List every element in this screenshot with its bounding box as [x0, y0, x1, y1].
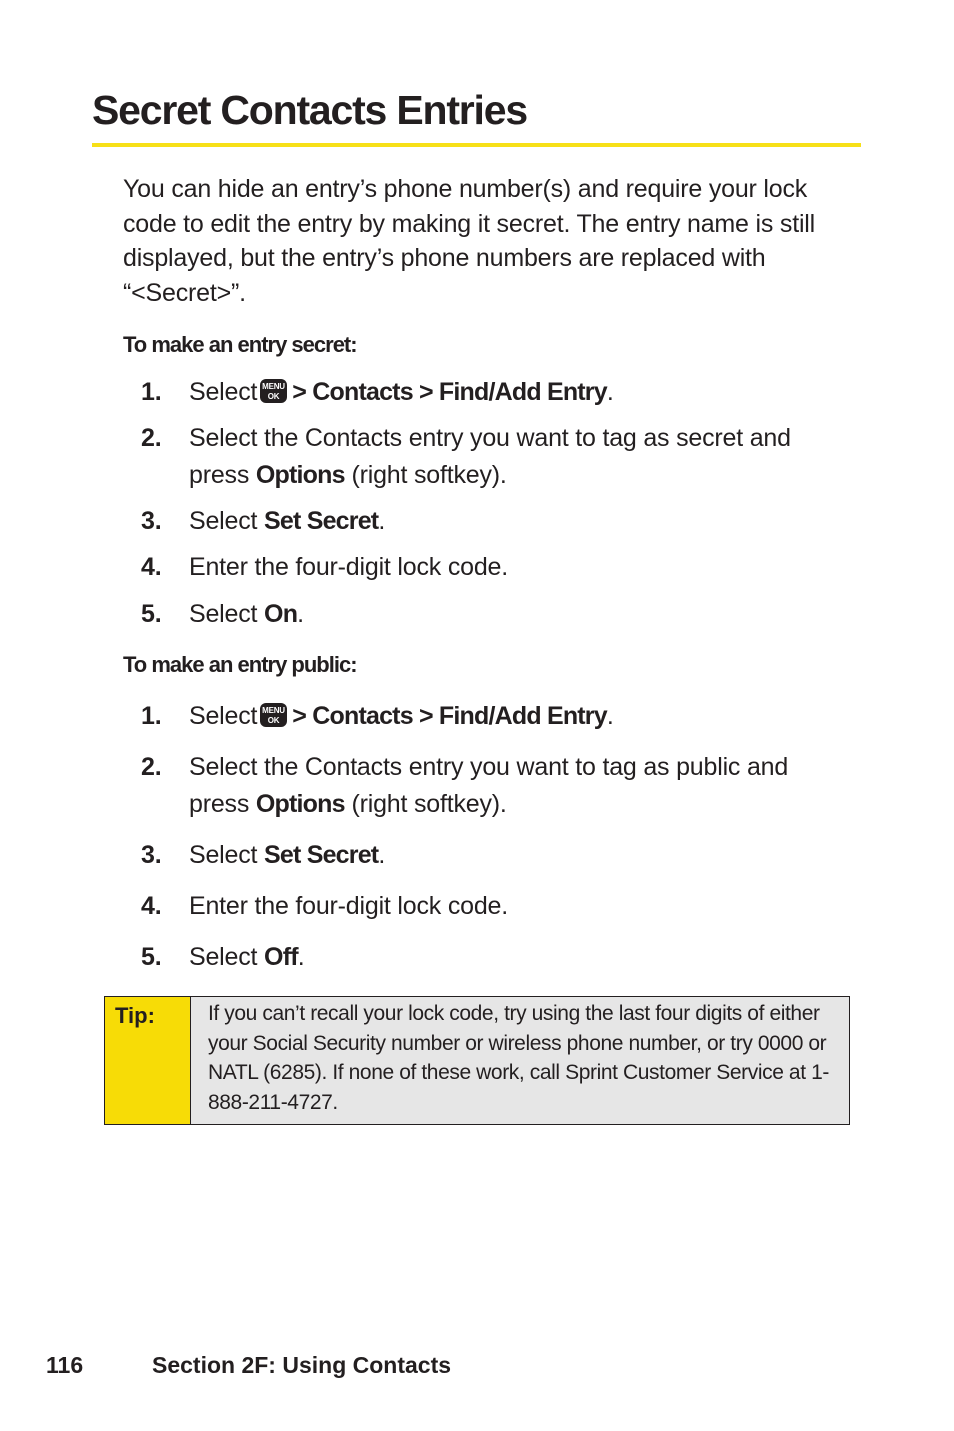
step-bold: Off: [264, 943, 298, 971]
step-text: [189, 374, 849, 411]
menu-ok-key-icon: [259, 378, 288, 404]
step-text: [189, 939, 849, 976]
step-number: 5.: [141, 943, 162, 971]
page-title: Secret Contacts Entries: [92, 87, 527, 133]
step-pre: Select: [189, 841, 258, 869]
step-pre: Select: [189, 600, 258, 628]
step-number: 1.: [141, 702, 162, 730]
step-pre: Select: [189, 507, 258, 535]
step-post: .: [297, 600, 304, 628]
step-text: [189, 503, 849, 540]
step-text: [189, 420, 849, 494]
step-text: [189, 596, 849, 633]
step-number: 3.: [141, 507, 162, 535]
step-number: 2.: [141, 424, 162, 452]
step-text: [189, 749, 849, 823]
step-pre: Select the Contacts entry you want to tag as public and press: [189, 753, 789, 818]
step-text: [189, 698, 849, 735]
footer-section-title: Section 2F: Using Contacts: [152, 1352, 452, 1378]
page-number: 116: [46, 1352, 84, 1378]
step-bold: Options: [255, 461, 345, 489]
step-pre: Select: [189, 378, 258, 406]
step-post: (right softkey).: [351, 461, 507, 489]
step-bold: > Contacts > Find/Add Entry: [292, 378, 607, 406]
step-number: 3.: [141, 841, 162, 869]
step-post: (right softkey).: [351, 790, 507, 818]
step-number: 1.: [141, 378, 162, 406]
step-pre: Select: [189, 943, 258, 971]
step-bold: > Contacts > Find/Add Entry: [292, 702, 607, 730]
step-number: 4.: [141, 892, 162, 920]
title-underline: [92, 143, 861, 147]
step-post: .: [606, 378, 614, 406]
step-post: .: [378, 507, 386, 535]
step-text: Enter the four-digit lock code.: [189, 553, 508, 581]
step-number: 2.: [141, 753, 162, 781]
tip-label: Tip:: [115, 1003, 155, 1028]
step-number: 4.: [141, 553, 162, 581]
public-heading: To make an entry public:: [123, 652, 357, 677]
intro-paragraph: You can hide an entry’s phone number(s) and require your lock code to edit the entry by making it secret. The entry name is still displayed, but the entry’s phone numbers are replaced with “<Secret>”.: [123, 175, 816, 307]
step-post: .: [606, 702, 614, 730]
menu-ok-key-icon: [259, 702, 288, 728]
step-number: 5.: [141, 600, 162, 628]
step-pre: Select the Contacts entry you want to tag as secret and press: [189, 424, 791, 489]
tip-text: If you can’t recall your lock code, try using the last four digits of either your Social Security number or wireless phone number, or try 0000 or NATL (6285). If none of these work, call Sprint Customer Service at 1-888-211-4727.: [208, 1002, 829, 1114]
secret-heading: To make an entry secret:: [123, 332, 357, 357]
step-pre: Select: [189, 702, 258, 730]
step-post: .: [378, 841, 386, 869]
step-bold: Set Secret: [264, 507, 379, 535]
step-bold: On: [264, 600, 298, 628]
step-text: Enter the four-digit lock code.: [189, 892, 508, 920]
step-bold: Options: [255, 790, 345, 818]
tip-label-cell: [105, 997, 191, 1124]
step-text: [189, 837, 849, 874]
step-bold: Set Secret: [264, 841, 379, 869]
tip-box: [104, 996, 850, 1125]
step-post: .: [297, 943, 305, 971]
